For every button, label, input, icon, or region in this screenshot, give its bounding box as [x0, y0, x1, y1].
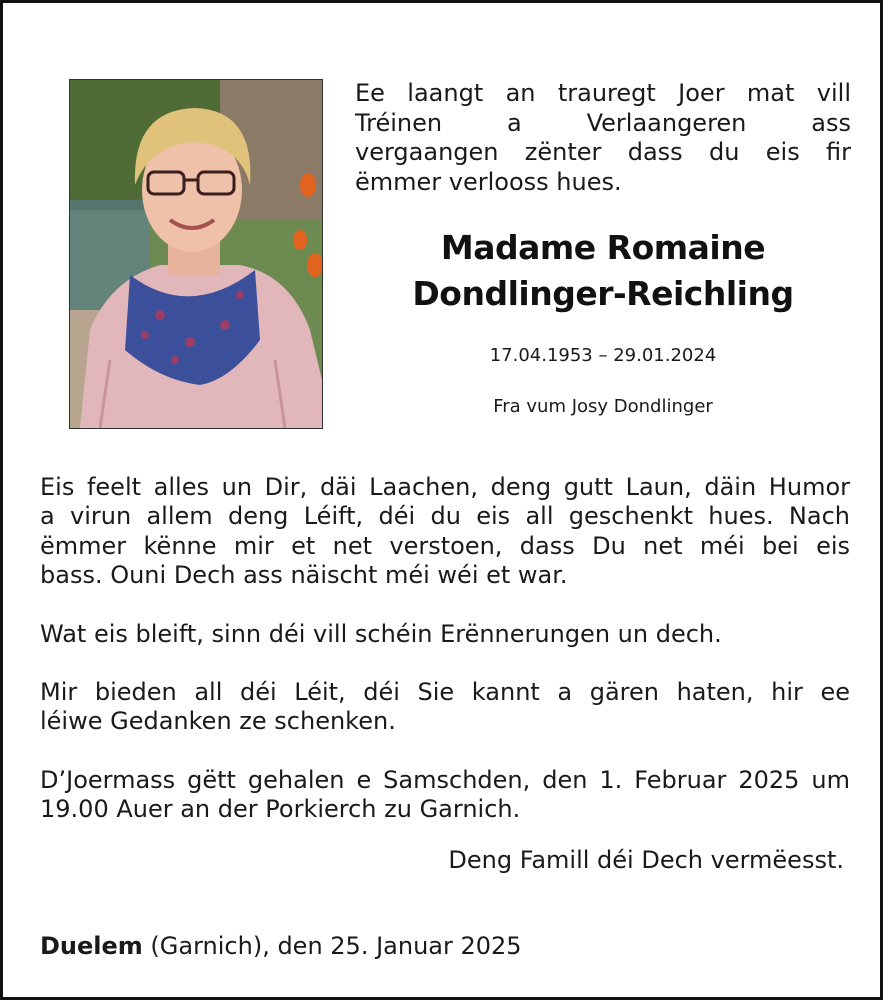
body-paragraph — [40, 620, 850, 649]
deceased-name — [355, 225, 851, 317]
body-line: 19.00 Auer an der Porkierch zu Garnich. — [40, 795, 521, 824]
deceased-name-line1: Madame Romaine — [440, 228, 766, 267]
place-name: Duelem — [40, 932, 143, 960]
verse-line: ëmmer verlooss hues. — [355, 167, 622, 196]
body-line: D’Joermass gëtt gehalen e Samschden, den 1. Februar 2025 um — [40, 765, 850, 794]
verse-line: Ee laangt an trauregt Joer mat vill — [355, 79, 851, 107]
body-line: Eis feelt alles un Dir, däi Laachen, deng gutt Laun, däin Humor — [40, 473, 850, 501]
memorial-verse — [355, 79, 851, 197]
body-line: Wat eis bleift, sinn déi vill schéin Erënnerungen un dech. — [40, 619, 722, 648]
body-line: léiwe Gedanken ze schenken. — [40, 707, 396, 736]
verse-line: vergaangen zënter dass du eis fir — [355, 138, 851, 166]
deceased-name-line2: Dondlinger-Reichling — [412, 274, 794, 313]
body-line: bass. Ouni Dech ass näischt méi wéi et war. — [40, 561, 568, 590]
body-line: Mir bieden all déi Léit, déi Sie kannt a gären haten, hir ee — [40, 678, 850, 707]
body-line: ëmmer kënne mir et net verstoen, dass Du net méi bei eis — [40, 531, 850, 560]
portrait-photo — [69, 79, 323, 429]
relation-line: Fra vum Josy Dondlinger — [493, 396, 713, 417]
body-line: a virun allem deng Léift, déi du eis all geschenkt hues. Nach — [40, 502, 850, 531]
portrait-photo-graphic — [70, 80, 322, 428]
body-paragraph — [40, 766, 850, 825]
place-date: (Garnich), den 25. Januar 2025 — [142, 932, 522, 960]
verse-line: Tréinen a Verlaangeren ass — [355, 108, 851, 137]
place-date-line — [40, 932, 522, 961]
family-signature: Deng Famill déi Dech vermëesst. — [448, 846, 844, 874]
life-dates: 17.04.1953 – 29.01.2024 — [489, 345, 717, 366]
body-paragraph — [40, 473, 850, 591]
obituary-body — [40, 473, 850, 854]
body-paragraph — [40, 678, 850, 737]
